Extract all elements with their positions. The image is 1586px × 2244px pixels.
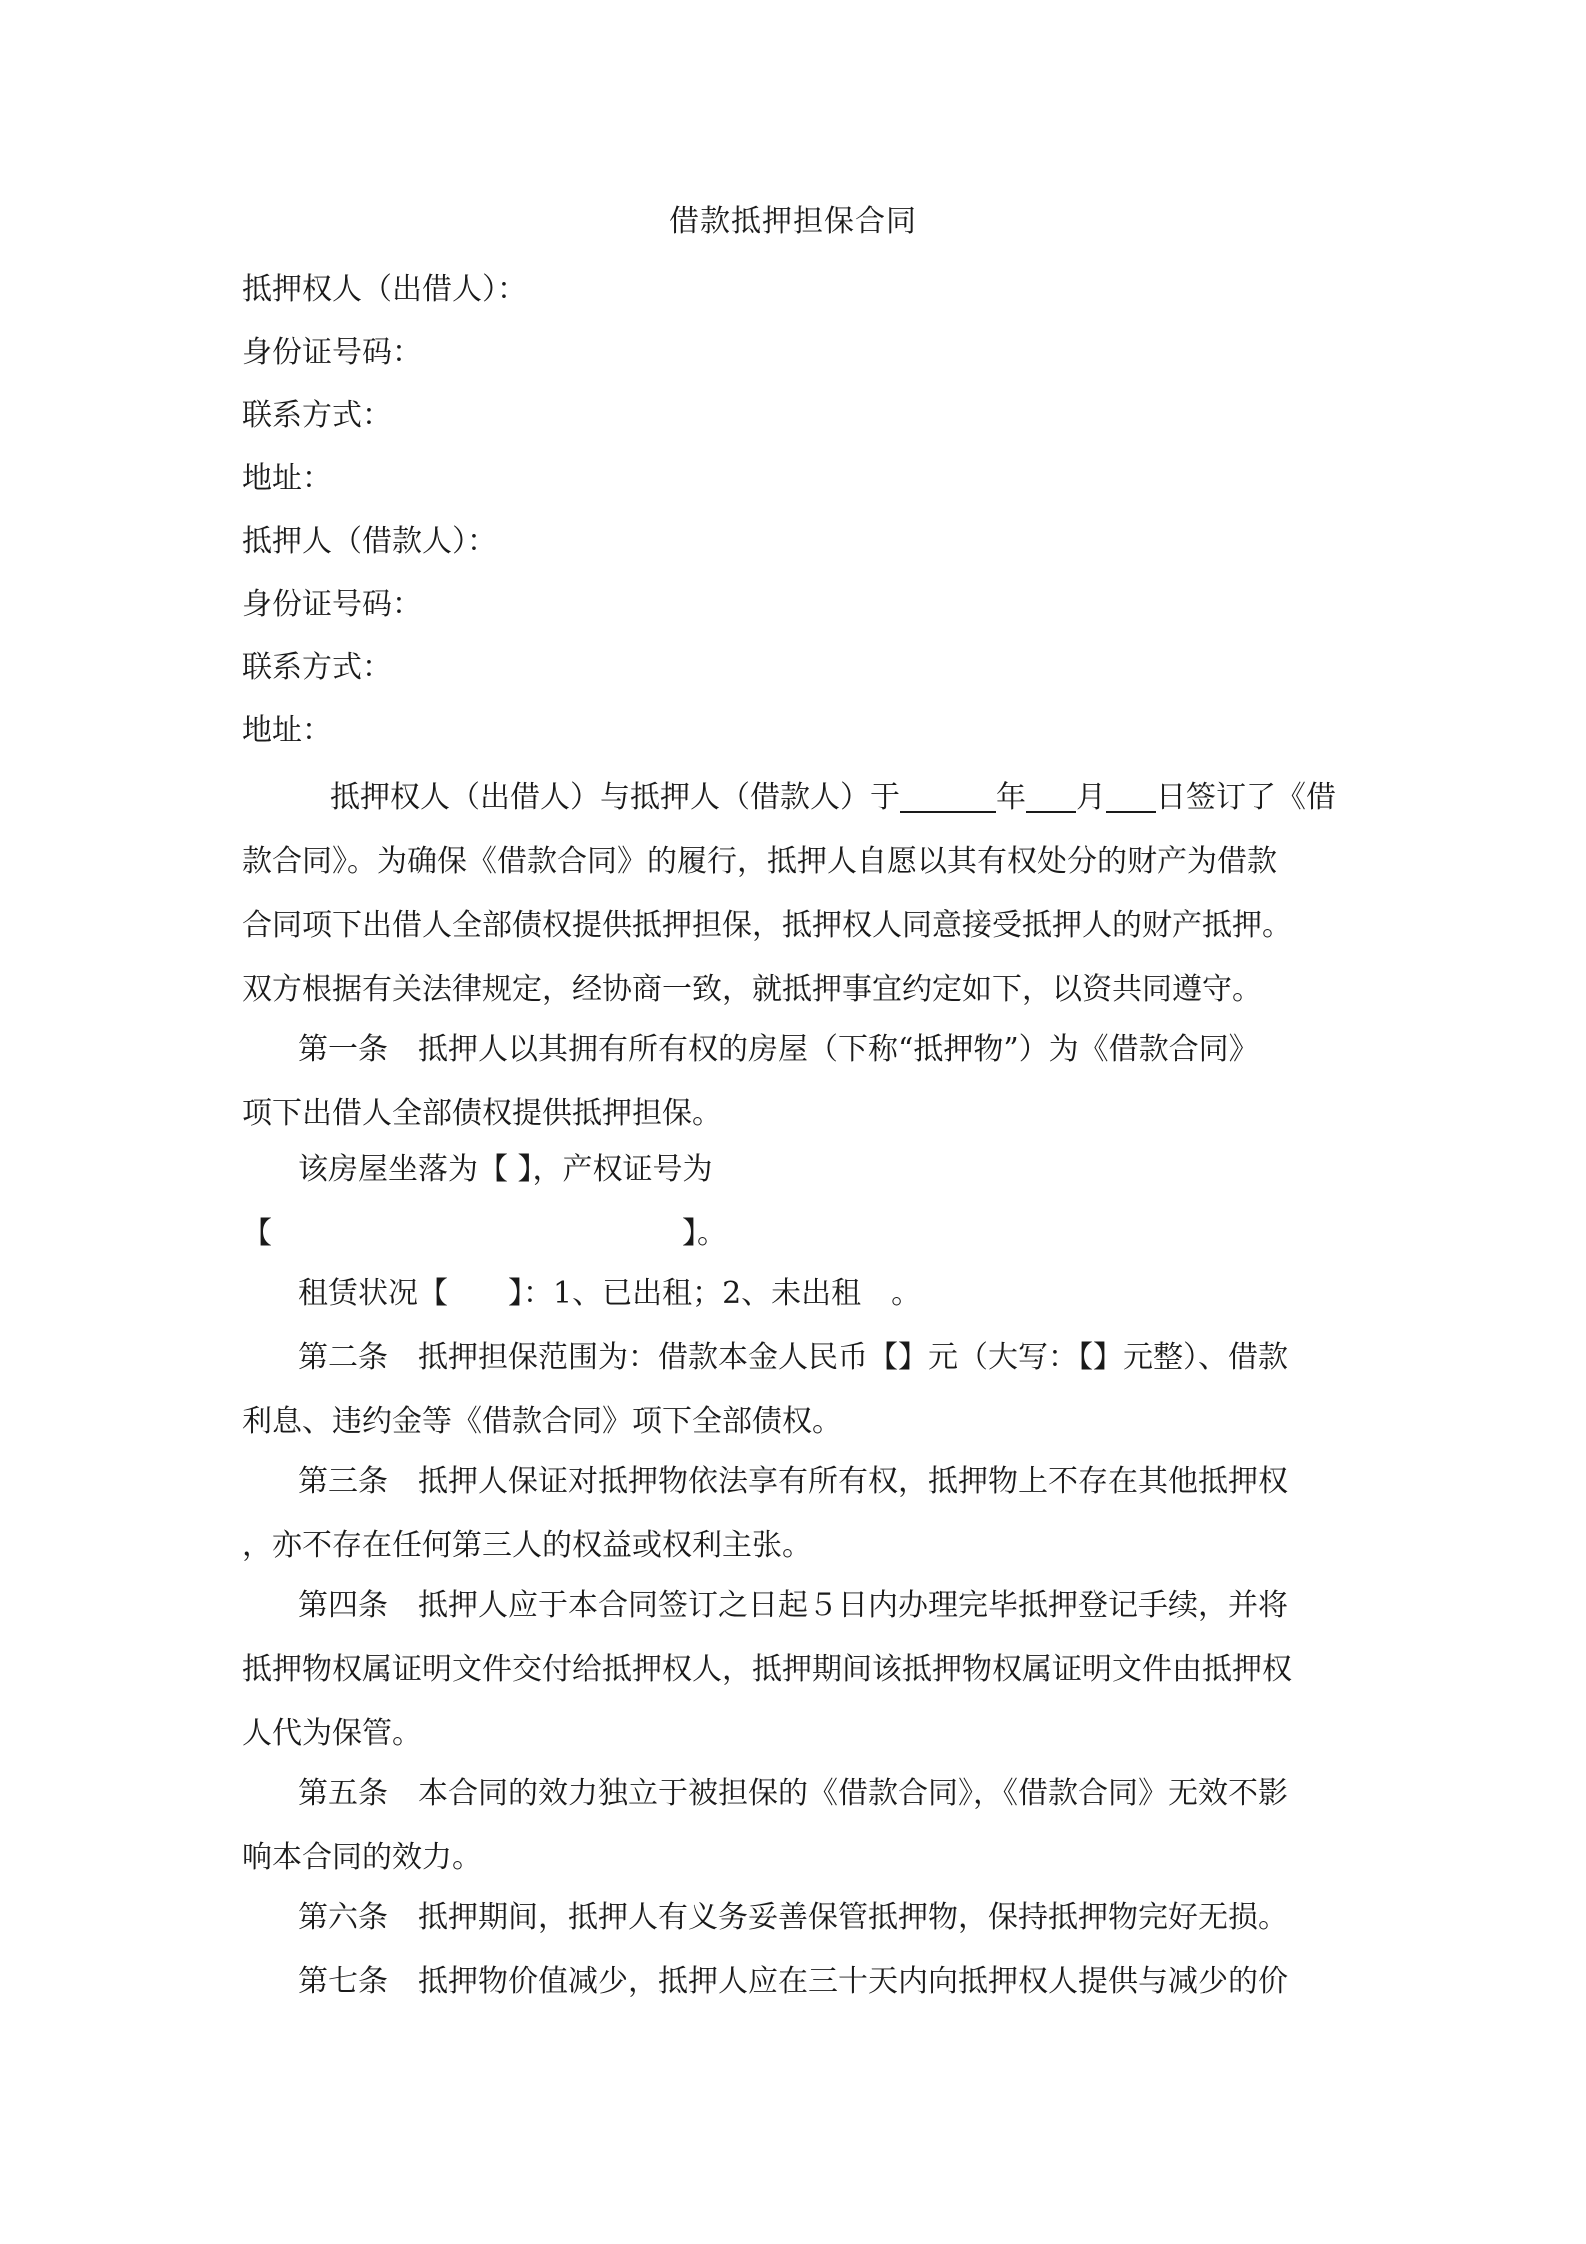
article-2: [242, 1326, 1352, 1454]
preamble-line3: 合同项下出借人全部债权提供抵押担保，抵押权人同意接受抵押人的财产抵押。: [242, 908, 1292, 943]
mortgagor-address-label: 地址：: [242, 713, 332, 748]
mortgagee-address-label: 地址：: [242, 461, 332, 496]
lease-status: [242, 1262, 1352, 1326]
article-3: [242, 1450, 1352, 1578]
day-blank: [1106, 781, 1156, 813]
article-7: [242, 1950, 1352, 2014]
mortgagee-label: 抵押权人（出借人）：: [242, 272, 527, 307]
article-4: [242, 1574, 1352, 1766]
article-1: [242, 1018, 1352, 1146]
article-6-line1: 第六条 抵押期间，抵押人有义务妥善保管抵押物，保持抵押物完好无损。: [298, 1900, 1288, 1935]
preamble-month: 月: [1076, 780, 1106, 815]
article-3-line1: 第三条 抵押人保证对抵押物依法享有所有权，抵押物上不存在其他抵押权: [298, 1464, 1288, 1499]
article-5-line1: 第五条 本合同的效力独立于被担保的《借款合同》，《借款合同》无效不影: [298, 1776, 1288, 1811]
article-5-line2: 响本合同的效力。: [242, 1840, 482, 1875]
article-1-location: [242, 1138, 1352, 1266]
certificate-close: 】。: [682, 1216, 727, 1251]
article-1-line1: 第一条 抵押人以其拥有所有权的房屋（下称“抵押物”）为《借款合同》: [298, 1032, 1259, 1067]
article-2-line2: 利息、违约金等《借款合同》项下全部债权。: [242, 1404, 842, 1439]
lease-status-line: 租赁状况【 】：1、已出租；2、未出租 。: [298, 1276, 922, 1311]
month-blank: [1026, 781, 1076, 813]
article-3-line2: ，亦不存在任何第三人的权益或权利主张。: [242, 1528, 812, 1563]
certificate-open: 【: [242, 1216, 272, 1251]
mortgagor-id-label: 身份证号码：: [242, 587, 422, 622]
mortgagee-contact-label: 联系方式：: [242, 398, 392, 433]
mortgagor-label: 抵押人（借款人）：: [242, 524, 497, 559]
article-4-line1: 第四条 抵押人应于本合同签订之日起５日内办理完毕抵押登记手续，并将: [298, 1588, 1288, 1623]
preamble-day: 日签订了《借: [1156, 780, 1336, 815]
article-7-line1: 第七条 抵押物价值减少，抵押人应在三十天内向抵押权人提供与减少的价: [298, 1964, 1288, 1999]
page-title: 借款抵押担保合同: [669, 204, 917, 239]
certificate-label: 】，产权证号为: [517, 1152, 713, 1187]
article-6: [242, 1886, 1352, 1950]
preamble-line2: 款合同》。为确保《借款合同》的履行，抵押人自愿以其有权处分的财产为借款: [242, 844, 1277, 879]
article-2-line1: 第二条 抵押担保范围为：借款本金人民币【】元（大写：【】元整）、借款: [298, 1340, 1288, 1375]
year-blank: [900, 781, 996, 813]
preamble-line4: 双方根据有关法律规定，经协商一致，就抵押事宜约定如下，以资共同遵守。: [242, 972, 1262, 1007]
article-4-line2: 抵押物权属证明文件交付给抵押权人，抵押期间该抵押物权属证明文件由抵押权: [242, 1652, 1292, 1687]
location-label: 该房屋坐落为【: [298, 1152, 508, 1187]
article-1-line2: 项下出借人全部债权提供抵押担保。: [242, 1096, 722, 1131]
mortgagee-id-label: 身份证号码：: [242, 335, 422, 370]
preamble-part1: 抵押权人（出借人）与抵押人（借款人）于: [330, 780, 900, 815]
preamble-paragraph: [242, 766, 1352, 1022]
article-4-line3: 人代为保管。: [242, 1716, 422, 1751]
mortgagor-contact-label: 联系方式：: [242, 650, 392, 685]
article-5: [242, 1762, 1352, 1890]
preamble-year: 年: [996, 780, 1026, 815]
